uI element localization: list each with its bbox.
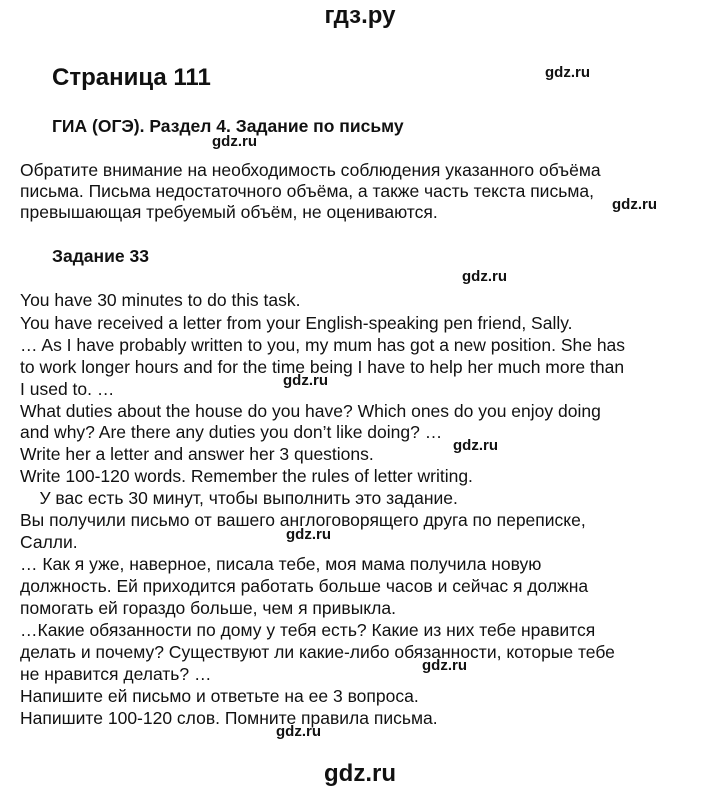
watermark: gdz.ru <box>212 133 257 150</box>
watermark: gdz.ru <box>545 64 590 81</box>
section-title: ГИА (ОГЭ). Раздел 4. Задание по письму <box>52 116 404 136</box>
body-line: Напишите ей письмо и ответьте на ее 3 вопроса. <box>20 686 419 706</box>
intro-line: превышающая требуемый объём, не оцениваются. <box>20 202 438 222</box>
body-line: …Какие обязанности по дому у тебя есть? Какие из них тебе нравится <box>20 620 596 640</box>
task-title: Задание 33 <box>52 246 149 266</box>
watermark: gdz.ru <box>453 437 498 454</box>
body-line: I used to. … <box>20 379 115 399</box>
watermark: gdz.ru <box>276 723 321 740</box>
body-line: Write 100-120 words. Remember the rules of letter writing. <box>20 466 473 486</box>
body-line: Вы получили письмо от вашего англоговорящего друга по переписке, <box>20 510 586 530</box>
page-title: Страница 111 <box>52 64 211 91</box>
body-line: You have received a letter from your English-speaking pen friend, Sally. <box>20 313 573 333</box>
site-header: гдз.ру <box>324 2 396 29</box>
body-line: You have 30 minutes to do this task. <box>20 290 301 310</box>
watermark: gdz.ru <box>462 268 507 285</box>
watermark: gdz.ru <box>283 372 328 389</box>
body-line: Write her a letter and answer her 3 questions. <box>20 444 374 464</box>
watermark: gdz.ru <box>422 657 467 674</box>
body-line: to work longer hours and for the time being I have to help her much more than <box>20 357 625 377</box>
intro-line: Обратите внимание на необходимость соблюдения указанного объёма <box>20 160 601 180</box>
body-line: У вас есть 30 минут, чтобы выполнить это задание. <box>20 488 458 508</box>
body-line: помогать ей гораздо больше, чем я привыкла. <box>20 598 396 618</box>
body-line: and why? Are there any duties you don’t like doing? … <box>20 422 443 442</box>
body-line: Напишите 100-120 слов. Помните правила письма. <box>20 708 438 728</box>
watermark: gdz.ru <box>286 526 331 543</box>
footer-watermark: gdz.ru <box>324 760 396 787</box>
body-line: What duties about the house do you have? Which ones do you enjoy doing <box>20 401 601 421</box>
body-line: … As I have probably written to you, my mum has got a new position. She has <box>20 335 626 355</box>
body-line: должность. Ей приходится работать больше часов и сейчас я должна <box>20 576 589 596</box>
body-line: Салли. <box>20 532 78 552</box>
body-line: … Как я уже, наверное, писала тебе, моя мама получила новую <box>20 554 542 574</box>
body-line: делать и почему? Существуют ли какие-либо обязанности, которые тебе <box>20 642 615 662</box>
body-line: не нравится делать? … <box>20 664 212 684</box>
watermark: gdz.ru <box>612 196 657 213</box>
intro-line: письма. Письма недостаточного объёма, а также часть текста письма, <box>20 181 594 201</box>
